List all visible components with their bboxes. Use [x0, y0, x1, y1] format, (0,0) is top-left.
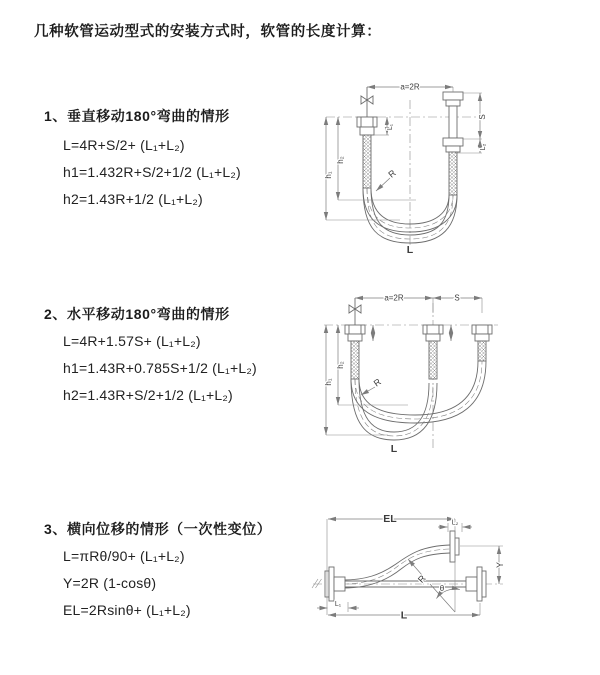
upper-flange: [450, 531, 459, 562]
middle-fitting: [423, 325, 443, 379]
extension-lines: [326, 87, 482, 220]
valve-icon: [361, 87, 373, 117]
dim-label-y: Y: [495, 561, 505, 569]
formula-s3-EL: EL=2Rsinθ+ (L₁+L₂): [63, 602, 191, 618]
diagram-horizontal-180-bend: [312, 283, 594, 455]
dim-label-r: R: [415, 573, 428, 585]
dimension-labels: [324, 83, 487, 257]
valve-icon: [349, 298, 361, 325]
formula-s2-L: L=4R+1.57S+ (L₁+L₂): [63, 333, 201, 349]
dimension-labels: [324, 294, 460, 456]
dimension-lines: [317, 519, 499, 615]
formula-s1-h2: h2=1.43R+1/2 (L₁+L₂): [63, 191, 203, 207]
page-title: 几种软管运动型式的安装方式时，软管的长度计算：: [34, 24, 382, 40]
section-1-heading: 1、垂直移动180°弯曲的情形: [44, 108, 230, 124]
dim-label-s: S: [478, 114, 487, 120]
dim-label-l: L: [390, 443, 398, 455]
diagram-lateral-displacement: [310, 508, 598, 648]
left-fitting: [345, 325, 365, 379]
right-fitting: [443, 92, 463, 195]
right-flange: [466, 567, 486, 601]
dim-label-h1: h₁: [324, 378, 333, 386]
dim-label-l1: L₁: [387, 123, 394, 131]
dim-label-theta: θ: [439, 584, 445, 593]
dim-label-r: R: [386, 167, 398, 180]
formula-s2-h1: h1=1.43R+0.785S+1/2 (L₁+L₂): [63, 360, 257, 376]
dim-label-l2: L₂: [451, 519, 459, 527]
right-fitting: [472, 325, 492, 361]
section-3-heading: 3、横向位移的情形（一次性变位）: [44, 521, 272, 537]
dim-label-l: L: [400, 609, 408, 622]
formula-s2-h2: h2=1.43R+S/2+1/2 (L₁+L₂): [63, 387, 233, 403]
left-fitting: [357, 117, 377, 188]
dim-label-a2r: a=2R: [400, 82, 420, 92]
formula-s3-L: L=πRθ/90+ (L₁+L₂): [63, 548, 185, 564]
dim-label-r: R: [371, 376, 383, 389]
dim-label-l: L: [406, 244, 414, 256]
section-2-heading: 2、水平移动180°弯曲的情形: [44, 306, 230, 322]
formula-s3-Y: Y=2R (1-cosθ): [63, 575, 157, 591]
dim-label-s: S: [454, 293, 460, 303]
angle-construction: [408, 559, 460, 612]
formula-s1-h1: h1=1.432R+S/2+1/2 (L₁+L₂): [63, 164, 241, 180]
diagram-vertical-180-bend: [312, 76, 594, 258]
formula-s1-L: L=4R+S/2+ (L₁+L₂): [63, 137, 185, 153]
dim-label-a2r: a=2R: [384, 293, 404, 303]
dim-label-h2: h₂: [336, 156, 345, 164]
dim-label-el: EL: [383, 513, 397, 525]
hose-s-curve: [343, 545, 450, 588]
dim-label-h2: h₂: [336, 361, 345, 369]
dim-label-l1: L₁: [334, 601, 342, 608]
dim-label-h1: h₁: [324, 171, 333, 179]
hose-curves: [351, 361, 486, 440]
left-flange: [325, 567, 345, 601]
dim-label-l2: L₂: [480, 143, 487, 151]
